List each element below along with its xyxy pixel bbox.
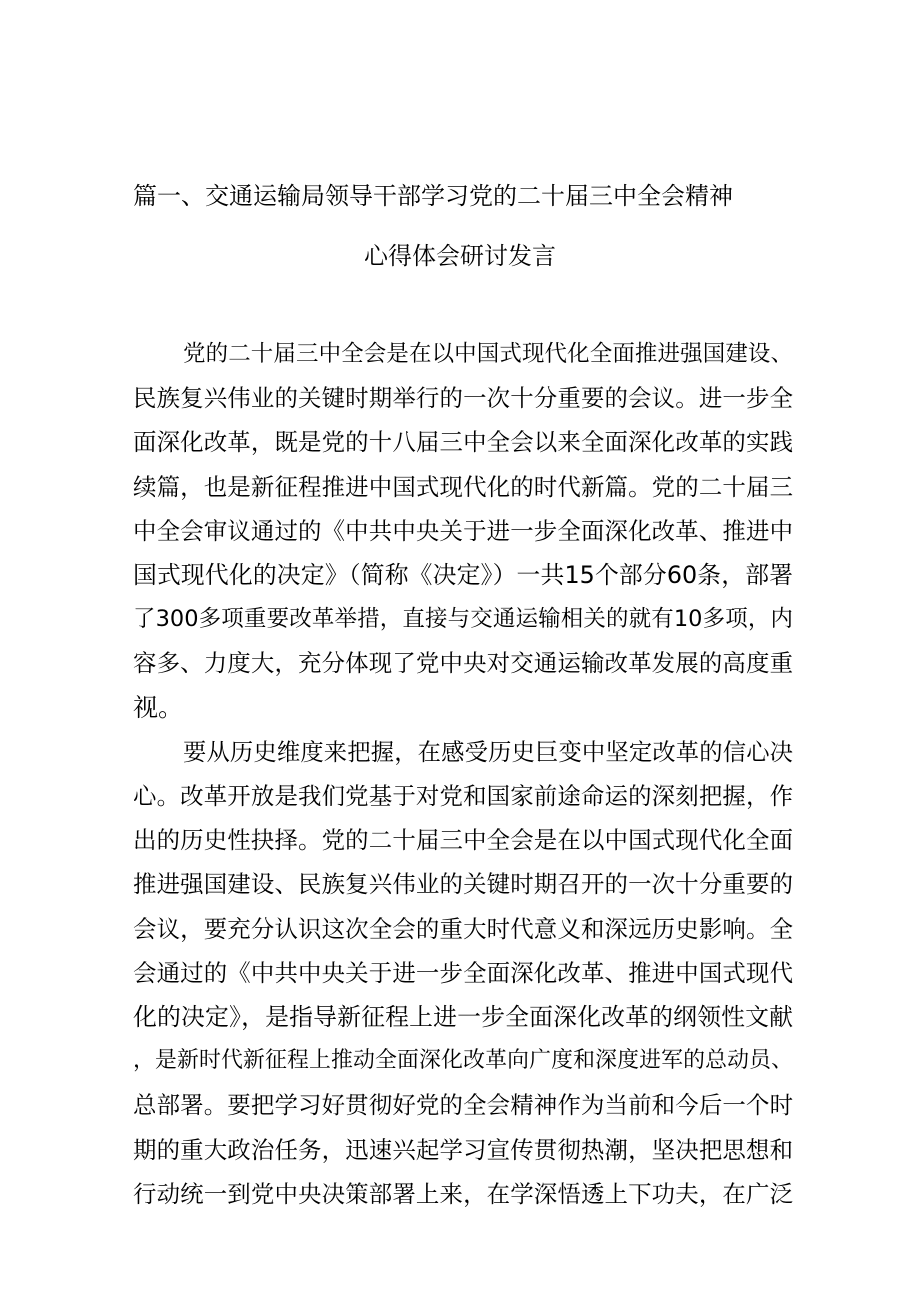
paragraph-1	[133, 332, 793, 730]
paragraph-line: 会通过的《中共中央关于进一步全面深化改革、推进中国式现代	[133, 958, 793, 987]
paragraph-line: 要从历史维度来把握，在感受历史巨变中坚定改革的信心决	[183, 737, 793, 766]
document-body	[133, 332, 793, 1216]
paragraph-2	[133, 730, 793, 1216]
paragraph-line: 党的二十届三中全会是在以中国式现代化全面推进强国建设、	[183, 341, 793, 367]
paragraph-line: 面深化改革，既是党的十八届三中全会以来全面深化改革的实践	[133, 428, 793, 457]
document-title-line-2: 心得体会研讨发言	[364, 242, 556, 270]
paragraph-line: 期的重大政治任务，迅速兴起学习宣传贯彻热潮，坚决把思想和	[133, 1135, 793, 1164]
paragraph-line: ，是新时代新征程上推动全面深化改革向广度和深度进军的总动员、	[133, 1048, 793, 1074]
paragraph-line: 中全会审议通过的《中共中央关于进一步全面深化改革、推进中	[133, 516, 793, 545]
paragraph-line: 心。改革开放是我们党基于对党和国家前途命运的深刻把握，作	[133, 782, 793, 811]
paragraph-line: 视。	[133, 692, 184, 722]
paragraph-line: 总部署。要把学习好贯彻好党的全会精神作为当前和今后一个时	[133, 1091, 793, 1120]
paragraph-line: 化的决定》，是指导新征程上进一步全面深化改革的纲领性文献	[133, 1003, 793, 1032]
paragraph-line: 民族复兴伟业的关键时期举行的一次十分重要的会议。进一步全	[133, 384, 793, 413]
paragraph-line: 推进强国建设、民族复兴伟业的关键时期召开的一次十分重要的	[133, 870, 793, 899]
paragraph-line: 续篇，也是新征程推进中国式现代化的时代新篇。党的二十届三	[133, 472, 793, 501]
document-title-line-1: 篇一、交通运输局领导干部学习党的二十届三中全会精神	[133, 182, 733, 210]
paragraph-line: 了300多项重要改革举措，直接与交通运输相关的就有10多项，内	[133, 606, 793, 633]
paragraph-line: 会议，要充分认识这次全会的重大时代意义和深远历史影响。全	[133, 914, 793, 943]
paragraph-line: 出的历史性抉择。党的二十届三中全会是在以中国式现代化全面	[133, 826, 793, 855]
paragraph-line: 行动统一到党中央决策部署上来，在学深悟透上下功夫，在广泛	[133, 1179, 793, 1208]
paragraph-line: 容多、力度大，充分体现了党中央对交通运输改革发展的高度重	[133, 649, 793, 678]
paragraph-line: 国式现代化的决定》（简称《决定》）一共15个部分60条，部署	[133, 561, 793, 590]
